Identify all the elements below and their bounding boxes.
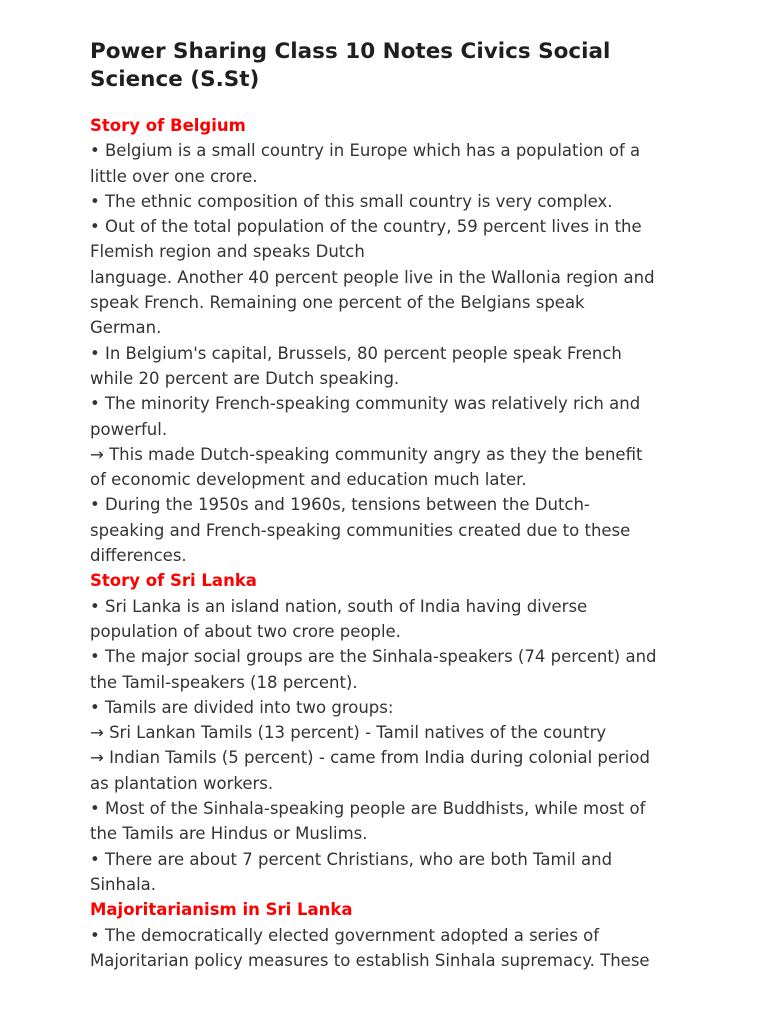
section-sri-lanka — [90, 568, 690, 897]
paragraph-line: differences. — [90, 546, 187, 566]
paragraph-line: Majoritarian policy measures to establish Sinhala supremacy. These — [90, 950, 650, 970]
section-heading: Majoritarianism in Sri Lanka — [90, 900, 353, 920]
section-majoritarianism — [90, 897, 690, 973]
paragraph-line: language. Another 40 percent people live in the Wallonia region and — [90, 267, 655, 287]
paragraph-line: German. — [90, 318, 162, 338]
section-belgium — [90, 113, 690, 568]
paragraph-line: • In Belgium's capital, Brussels, 80 percent people speak French — [90, 343, 622, 363]
paragraph-line: little over one crore. — [90, 166, 258, 186]
paragraph-line: • The democratically elected government adopted a series of — [90, 925, 600, 945]
paragraph-line: powerful. — [90, 419, 168, 439]
paragraph-line: • Sri Lanka is an island nation, south of India having diverse — [90, 596, 588, 616]
paragraph-line: • The major social groups are the Sinhala-speakers (74 percent) and — [90, 647, 657, 667]
paragraph-line: → This made Dutch-speaking community angry as they the benefit — [90, 444, 643, 464]
paragraph-line: • Out of the total population of the country, 59 percent lives in the — [90, 217, 642, 237]
paragraph-line: population of about two crore people. — [90, 621, 401, 641]
document-title-line: Power Sharing Class 10 Notes Civics Social — [90, 39, 611, 64]
paragraph-line: Sinhala. — [90, 874, 157, 894]
paragraph-line: speak French. Remaining one percent of the Belgians speak — [90, 293, 585, 313]
paragraph-line: • Tamils are divided into two groups: — [90, 697, 394, 717]
paragraph-line: • The ethnic composition of this small country is very complex. — [90, 191, 613, 211]
paragraph-line: Flemish region and speaks Dutch — [90, 242, 365, 262]
paragraph-line: as plantation workers. — [90, 773, 274, 793]
document-title-line: Science (S.St) — [90, 67, 260, 92]
paragraph-line: the Tamil-speakers (18 percent). — [90, 672, 358, 692]
document-page — [90, 38, 690, 973]
paragraph-line: • There are about 7 percent Christians, who are both Tamil and — [90, 849, 613, 869]
paragraph-line: • During the 1950s and 1960s, tensions between the Dutch- — [90, 495, 590, 515]
section-heading: Story of Belgium — [90, 116, 246, 135]
paragraph-line: the Tamils are Hindus or Muslims. — [90, 824, 368, 844]
document-title — [90, 38, 690, 94]
paragraph-line: while 20 percent are Dutch speaking. — [90, 368, 400, 388]
paragraph-line: → Sri Lankan Tamils (13 percent) - Tamil natives of the country — [90, 723, 607, 743]
paragraph-line: of economic development and education much later. — [90, 470, 527, 490]
paragraph-line: • Most of the Sinhala-speaking people are Buddhists, while most of — [90, 799, 646, 819]
paragraph-line: • Belgium is a small country in Europe which has a population of a — [90, 141, 641, 161]
section-heading: Story of Sri Lanka — [90, 571, 257, 591]
paragraph-line: speaking and French-speaking communities created due to these — [90, 520, 631, 540]
paragraph-line: → Indian Tamils (5 percent) - came from India during colonial period — [90, 748, 650, 768]
paragraph-line: • The minority French-speaking community was relatively rich and — [90, 394, 641, 414]
